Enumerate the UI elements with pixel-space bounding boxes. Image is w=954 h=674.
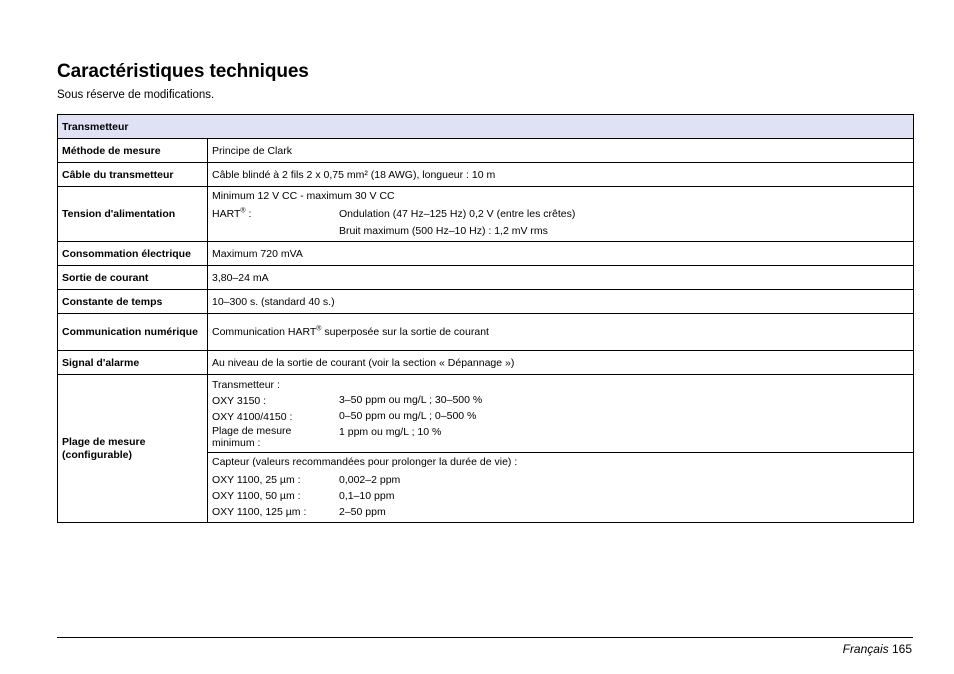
row-value [208,375,914,453]
tension-range: Minimum 12 V CC - maximum 30 V CC [212,190,395,202]
table-row [58,242,914,266]
row-value: 3,80–24 mA [208,266,914,290]
hart-label: HART® : [212,207,252,220]
range-value: 0–50 ppm ou mg/L ; 0–500 % [339,409,477,422]
table-row [58,314,914,351]
row-label: Méthode de mesure [58,139,208,163]
row-label: Câble du transmetteur [58,163,208,187]
row-label: Signal d'alarme [58,351,208,375]
table-header-row [58,115,914,139]
table-row [58,375,914,453]
transmitter-heading: Transmetteur : [212,378,280,391]
spec-table [57,114,914,523]
table-header: Transmetteur [58,115,914,139]
table-row [58,163,914,187]
page-footer [843,642,912,656]
row-value: Câble blindé à 2 fils 2 x 0,75 mm² (18 AWG), longueur : 10 m [208,163,914,187]
row-label: Consommation électrique [58,242,208,266]
range-value: 3–50 ppm ou mg/L ; 30–500 % [339,393,483,406]
transmitter-models [212,378,339,450]
row-value [208,453,914,523]
sensor-value: 0,1–10 ppm [339,490,395,502]
row-value: Communication HART® superposée sur la sortie de courant [208,314,914,351]
table-row [58,266,914,290]
row-label: Sortie de courant [58,266,208,290]
model-key: Plage de mesure minimum : [212,424,292,449]
footer-rule [57,637,913,638]
model-key: OXY 4100/4150 : [212,410,293,423]
table-row [58,139,914,163]
row-value: 10–300 s. (standard 40 s.) [208,290,914,314]
table-row [58,187,914,242]
hart-noise: Bruit maximum (500 Hz–10 Hz) : 1,2 mV rms [339,225,548,237]
sensor-value: 0,002–2 ppm [339,474,401,486]
row-label: Communication numérique [58,314,208,351]
range-value: 1 ppm ou mg/L ; 10 % [339,425,442,438]
subtitle: Sous réserve de modifications. [57,89,215,101]
page-title: Caractéristiques techniques [57,61,309,82]
row-label: Constante de temps [58,290,208,314]
row-value [208,187,914,242]
sensor-key: OXY 1100, 25 µm : [212,474,301,486]
table-row [58,290,914,314]
sensor-key: OXY 1100, 50 µm : [212,490,301,502]
row-label: Tension d'alimentation [58,187,208,242]
table-row [58,351,914,375]
hart-ripple: Ondulation (47 Hz–125 Hz) 0,2 V (entre les crêtes) [339,208,576,220]
row-label: Plage de mesure (configurable) [58,375,208,523]
sensor-key: OXY 1100, 125 µm : [212,506,307,518]
page-number: 165 [891,642,912,656]
row-value: Au niveau de la sortie de courant (voir la section « Dépannage ») [208,351,914,375]
row-value: Maximum 720 mVA [208,242,914,266]
sensor-heading: Capteur (valeurs recommandées pour prolonger la durée de vie) : [212,456,518,468]
row-value: Principe de Clark [208,139,914,163]
model-key: OXY 3150 : [212,394,267,407]
sensor-value: 2–50 ppm [339,506,386,518]
transmitter-ranges [339,378,909,450]
footer-language: Français [842,642,889,656]
